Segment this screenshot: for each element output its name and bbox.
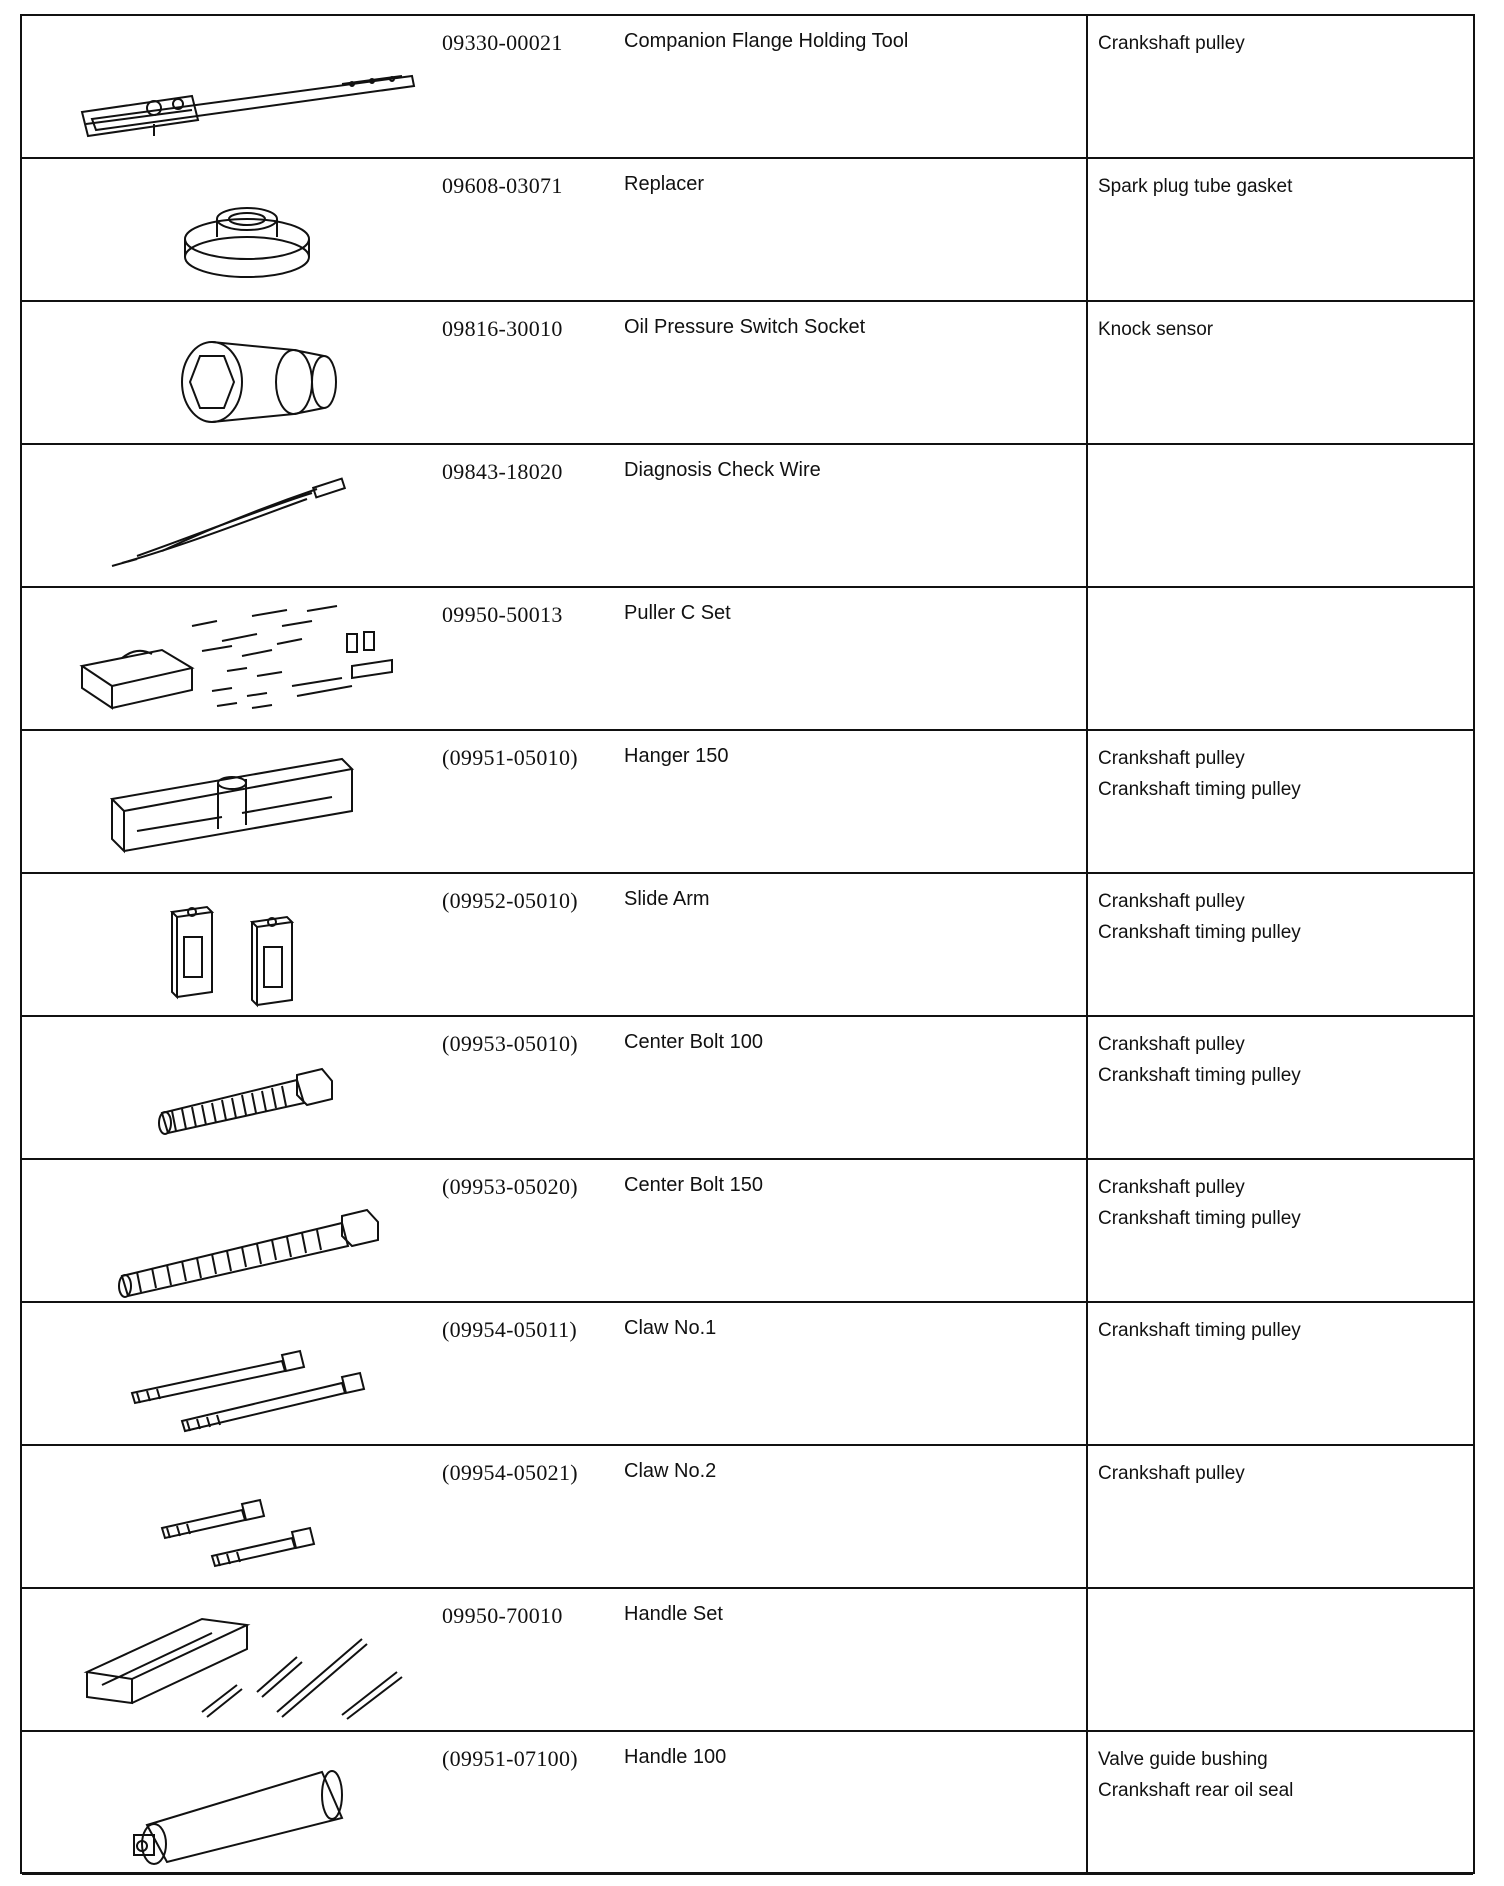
use-line: Spark plug tube gasket bbox=[1098, 176, 1293, 197]
part-number: 09608-03071 bbox=[442, 173, 563, 198]
tool-name: Companion Flange Holding Tool bbox=[624, 30, 909, 52]
part-number: 09843-18020 bbox=[442, 459, 563, 484]
check-wire-icon bbox=[42, 453, 422, 578]
handle-set-icon bbox=[42, 1597, 422, 1722]
table-row bbox=[22, 1017, 1473, 1160]
column-divider bbox=[1086, 16, 1088, 1872]
tool-use bbox=[1098, 1029, 1301, 1091]
table-row bbox=[22, 16, 1473, 159]
use-line: Crankshaft timing pulley bbox=[1098, 1065, 1301, 1086]
use-line: Crankshaft pulley bbox=[1098, 33, 1245, 54]
center-bolt-long-icon bbox=[42, 1168, 422, 1293]
replacer-icon bbox=[42, 167, 422, 292]
table-row bbox=[22, 1589, 1473, 1732]
puller-set-icon bbox=[42, 596, 422, 721]
tool-name: Diagnosis Check Wire bbox=[624, 459, 821, 481]
handle-icon bbox=[42, 1740, 422, 1865]
use-line: Crankshaft pulley bbox=[1098, 891, 1245, 912]
tool-name: Oil Pressure Switch Socket bbox=[624, 316, 866, 338]
part-number: 09330-00021 bbox=[442, 30, 563, 55]
use-line: Knock sensor bbox=[1098, 319, 1214, 340]
use-line: Crankshaft timing pulley bbox=[1098, 922, 1301, 943]
tool-use bbox=[1098, 1744, 1293, 1806]
socket-icon bbox=[42, 310, 422, 435]
table-row bbox=[22, 302, 1473, 445]
tool-use bbox=[1098, 1315, 1301, 1346]
use-line: Crankshaft timing pulley bbox=[1098, 1208, 1301, 1229]
tool-name: Slide Arm bbox=[624, 888, 710, 910]
table-row bbox=[22, 874, 1473, 1017]
use-line: Crankshaft pulley bbox=[1098, 1463, 1245, 1484]
part-number: 09950-70010 bbox=[442, 1603, 563, 1628]
use-line: Crankshaft timing pulley bbox=[1098, 1320, 1301, 1341]
claw-short-icon bbox=[42, 1454, 422, 1579]
use-line: Valve guide bushing bbox=[1098, 1749, 1268, 1770]
tool-name: Center Bolt 100 bbox=[624, 1031, 763, 1053]
use-line: Crankshaft rear oil seal bbox=[1098, 1780, 1294, 1801]
hanger-icon bbox=[42, 739, 422, 864]
part-number: 09950-50013 bbox=[442, 602, 563, 627]
claw-icon bbox=[42, 1311, 422, 1436]
part-number: 09816-30010 bbox=[442, 316, 563, 341]
tool-name: Handle Set bbox=[624, 1603, 723, 1625]
table-row bbox=[22, 1160, 1473, 1303]
tool-use bbox=[1098, 1172, 1301, 1234]
companion-flange-holding-tool-icon bbox=[42, 24, 422, 149]
table-row bbox=[22, 1446, 1473, 1589]
use-line: Crankshaft pulley bbox=[1098, 1034, 1245, 1055]
tool-use bbox=[1098, 1458, 1245, 1489]
table-row bbox=[22, 731, 1473, 874]
use-line: Crankshaft pulley bbox=[1098, 748, 1245, 769]
tool-name: Claw No.2 bbox=[624, 1460, 717, 1482]
tool-use bbox=[1098, 314, 1213, 345]
table-row bbox=[22, 588, 1473, 731]
center-bolt-icon bbox=[42, 1025, 422, 1150]
tool-name: Puller C Set bbox=[624, 602, 731, 624]
part-number: (09953-05010) bbox=[442, 1031, 578, 1056]
part-number: (09951-07100) bbox=[442, 1746, 578, 1771]
slide-arm-icon bbox=[42, 882, 422, 1007]
part-number: (09951-05010) bbox=[442, 745, 578, 770]
use-line: Crankshaft timing pulley bbox=[1098, 779, 1301, 800]
use-line: Crankshaft pulley bbox=[1098, 1177, 1245, 1198]
tool-name: Replacer bbox=[624, 173, 705, 195]
tool-name: Center Bolt 150 bbox=[624, 1174, 763, 1196]
part-number: (09953-05020) bbox=[442, 1174, 578, 1199]
table-row bbox=[22, 1732, 1473, 1875]
tool-name: Handle 100 bbox=[624, 1746, 727, 1768]
table-row bbox=[22, 445, 1473, 588]
tool-use bbox=[1098, 28, 1245, 59]
tool-name: Hanger 150 bbox=[624, 745, 729, 767]
tool-name: Claw No.1 bbox=[624, 1317, 717, 1339]
tool-use bbox=[1098, 743, 1301, 805]
table-row bbox=[22, 159, 1473, 302]
tool-use bbox=[1098, 171, 1292, 202]
part-number: (09954-05021) bbox=[442, 1460, 578, 1485]
table-row bbox=[22, 1303, 1473, 1446]
part-number: (09954-05011) bbox=[442, 1317, 578, 1342]
special-tools-table bbox=[20, 14, 1475, 1874]
part-number: (09952-05010) bbox=[442, 888, 578, 913]
tool-use bbox=[1098, 886, 1301, 948]
